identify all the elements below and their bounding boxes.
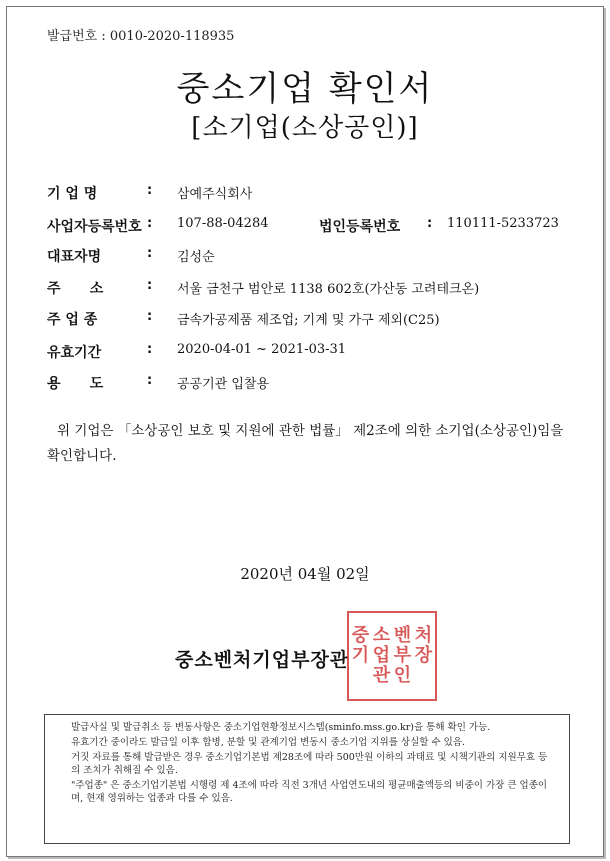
field-value: 김성순: [177, 250, 215, 265]
note-item: 거짓 자료를 통해 발급받은 경우 중소기업기본법 제28조에 따라 500만원 이하의 과태료 및 시책기관의 지원무효 등의 조치가 취해질 수 있음.: [71, 752, 548, 776]
note-item: 발급사실 및 발급취소 등 변동사항은 중소기업현황정보시스템(sminfo.mss.go.kr)을 통해 확인 가능.: [71, 722, 491, 733]
field-value: 2020-04-01 ~ 2021-03-31: [177, 342, 347, 357]
document-subtitle: [소기업(소상공인)]: [191, 113, 419, 143]
field-colon: :: [147, 216, 153, 231]
field-value: 삼예주식회사: [177, 187, 253, 202]
official-seal: [347, 611, 437, 701]
seal-char: 관: [372, 665, 391, 686]
field-colon: :: [147, 183, 153, 198]
field-value: 서울 금천구 범안로 1138 602호(가산동 고려테크온): [177, 282, 480, 297]
field-colon: :: [147, 342, 153, 357]
seal-char: 인: [393, 665, 412, 686]
notes-box: [44, 714, 570, 844]
field-value: 공공기관 입찰용: [177, 377, 270, 392]
field-label: 용 도: [47, 376, 104, 392]
confirmation-statement: 위 기업은 「소상공인 보호 및 지원에 관한 법률」 제2조에 의한 소기업(소상공인)임을 확인합니다.: [47, 423, 564, 464]
seal-char: 업: [372, 645, 391, 666]
seal-char: 소: [372, 625, 391, 646]
field-label: 기 업 명: [47, 186, 98, 202]
field-label: 주 업 종: [47, 312, 98, 328]
seal-char: 장: [414, 645, 433, 666]
seal-char: 중: [351, 625, 370, 646]
field-label: 유효기간: [47, 345, 102, 361]
seal-char: 벤: [393, 625, 412, 646]
document-title: 중소기업 확인서: [176, 69, 434, 109]
issuer-name: 중소벤처기업부장관: [175, 649, 350, 671]
field-colon: :: [147, 373, 153, 388]
field-value: 107-88-04284: [177, 216, 269, 231]
seal-char: 기: [351, 645, 370, 666]
field-colon: :: [427, 216, 433, 231]
field-label-corporate-number: 법인등록번호: [319, 219, 401, 235]
field-colon: :: [147, 278, 153, 293]
field-label: 대표자명: [47, 249, 102, 265]
issue-date: 2020년 04월 02일: [240, 565, 370, 583]
note-item: "주업종" 은 중소기업기본법 시행령 제 4조에 따라 직전 3개년 사업연도내의 평균매출액등의 비중이 가장 큰 업종이며, 현재 영위하는 업종과 다를 수 있음.: [71, 780, 548, 804]
issue-number: 발급번호 : 0010-2020-118935: [47, 29, 235, 44]
field-label: 사업자등록번호: [47, 219, 142, 235]
field-colon: :: [147, 309, 153, 324]
field-label: 주 소: [47, 281, 104, 297]
certificate-page: [6, 6, 604, 857]
note-item: 유효기간 중이라도 발급일 이후 합병, 분할 및 관계기업 변동시 중소기업 지위를 상실할 수 있음.: [71, 737, 466, 748]
field-colon: :: [147, 246, 153, 261]
field-value: 금속가공제품 제조업; 기계 및 가구 제외(C25): [177, 313, 440, 328]
seal-char: 처: [414, 625, 433, 646]
seal-char: 부: [393, 645, 412, 666]
field-value-corporate-number: 110111-5233723: [447, 216, 559, 231]
